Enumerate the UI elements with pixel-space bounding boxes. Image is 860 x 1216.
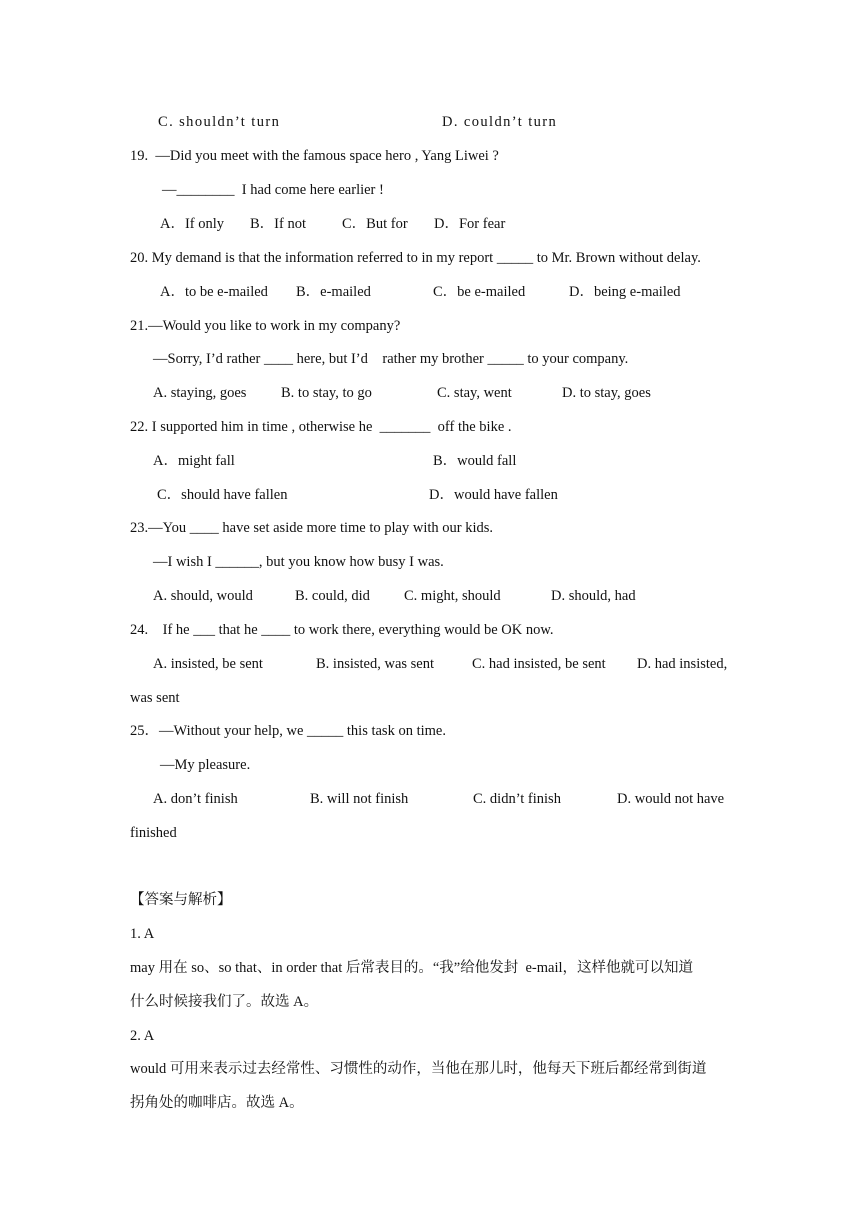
q23-stem: 23.—You ____ have set aside more time to play with our kids.	[130, 520, 494, 536]
q25-option-d-wrap: finished	[130, 825, 177, 841]
q20-option-d: D．being e-mailed	[569, 284, 681, 300]
q25-option-c: C. didn’t finish	[473, 791, 561, 807]
q24-option-c: C. had insisted, be sent	[472, 656, 606, 672]
q20-option-c: C．be e-mailed	[433, 284, 526, 300]
q24-stem: 24. If he ___ that he ____ to work there, everything would be OK now.	[130, 622, 554, 638]
q24-option-d-wrap: was sent	[130, 690, 180, 706]
q25-option-a: A. don’t finish	[153, 791, 238, 807]
q21-reply: —Sorry, I’d rather ____ here, but I’d rather my brother _____ to your company.	[153, 351, 629, 367]
answers-heading: 【答案与解析】	[130, 892, 232, 908]
q20-stem: 20. My demand is that the information referred to in my report _____ to Mr. Brown without delay.	[130, 250, 701, 266]
answer-1-explanation-line-1: may 用在 so、so that、in order that 后常表目的。“我”给他发封 e-mail，这样他就可以知道	[130, 960, 694, 976]
q19-reply: —________ I had come here earlier !	[162, 182, 384, 198]
q19-option-a: A．If only	[160, 216, 225, 232]
answer-1-explanation-line-2: 什么时候接我们了。故选 A。	[130, 994, 319, 1010]
q23-reply: —I wish I ______, but you know how busy I was.	[153, 554, 444, 570]
q19-option-c: C．But for	[342, 216, 408, 232]
q22-option-a: A．might fall	[153, 453, 235, 469]
q24-option-d: D. had insisted,	[637, 656, 728, 672]
q23-option-d: D. should, had	[551, 588, 636, 604]
q25-reply: —My pleasure.	[160, 757, 251, 773]
q25-option-b: B. will not finish	[310, 791, 409, 807]
q25-option-d: D. would not have	[617, 791, 725, 807]
q21-option-c: C. stay, went	[437, 385, 512, 401]
q21-option-a: A. staying, goes	[153, 385, 247, 401]
q24-option-b: B. insisted, was sent	[316, 656, 435, 672]
q23-option-a: A. should, would	[153, 588, 253, 604]
q21-option-d: D. to stay, goes	[562, 385, 651, 401]
q20-option-a: A．to be e-mailed	[160, 284, 268, 300]
q25-stem: 25．—Without your help, we _____ this task on time.	[130, 723, 446, 739]
q24-option-a: A. insisted, be sent	[153, 656, 263, 672]
q20-option-b: B．e-mailed	[296, 284, 371, 300]
q22-option-c: C．should have fallen	[157, 487, 288, 503]
q21-stem: 21.—Would you like to work in my company?	[130, 318, 401, 334]
q22-option-d: D．would have fallen	[429, 487, 558, 503]
q23-option-c: C. might, should	[404, 588, 501, 604]
q22-stem: 22. I supported him in time , otherwise he _______ off the bike .	[130, 419, 512, 435]
q19-stem: 19. —Did you meet with the famous space hero , Yang Liwei ?	[130, 148, 499, 164]
answer-2-label: 2. A	[130, 1028, 155, 1044]
q19-option-d: D．For fear	[434, 216, 506, 232]
q21-option-b: B. to stay, to go	[281, 385, 372, 401]
answer-1-label: 1. A	[130, 926, 155, 942]
q18-option-c: C. shouldn’t turn	[158, 114, 281, 130]
answer-2-explanation-line-2: 拐角处的咖啡店。故选 A。	[130, 1095, 304, 1111]
answer-2-explanation-line-1: would 可用来表示过去经常性、习惯性的动作，当他在那儿时，他每天下班后都经常到街道	[130, 1061, 707, 1077]
q19-option-b: B．If not	[250, 216, 306, 232]
q22-option-b: B．would fall	[433, 453, 517, 469]
q18-option-d: D. couldn’t turn	[442, 114, 558, 130]
q23-option-b: B. could, did	[295, 588, 370, 604]
